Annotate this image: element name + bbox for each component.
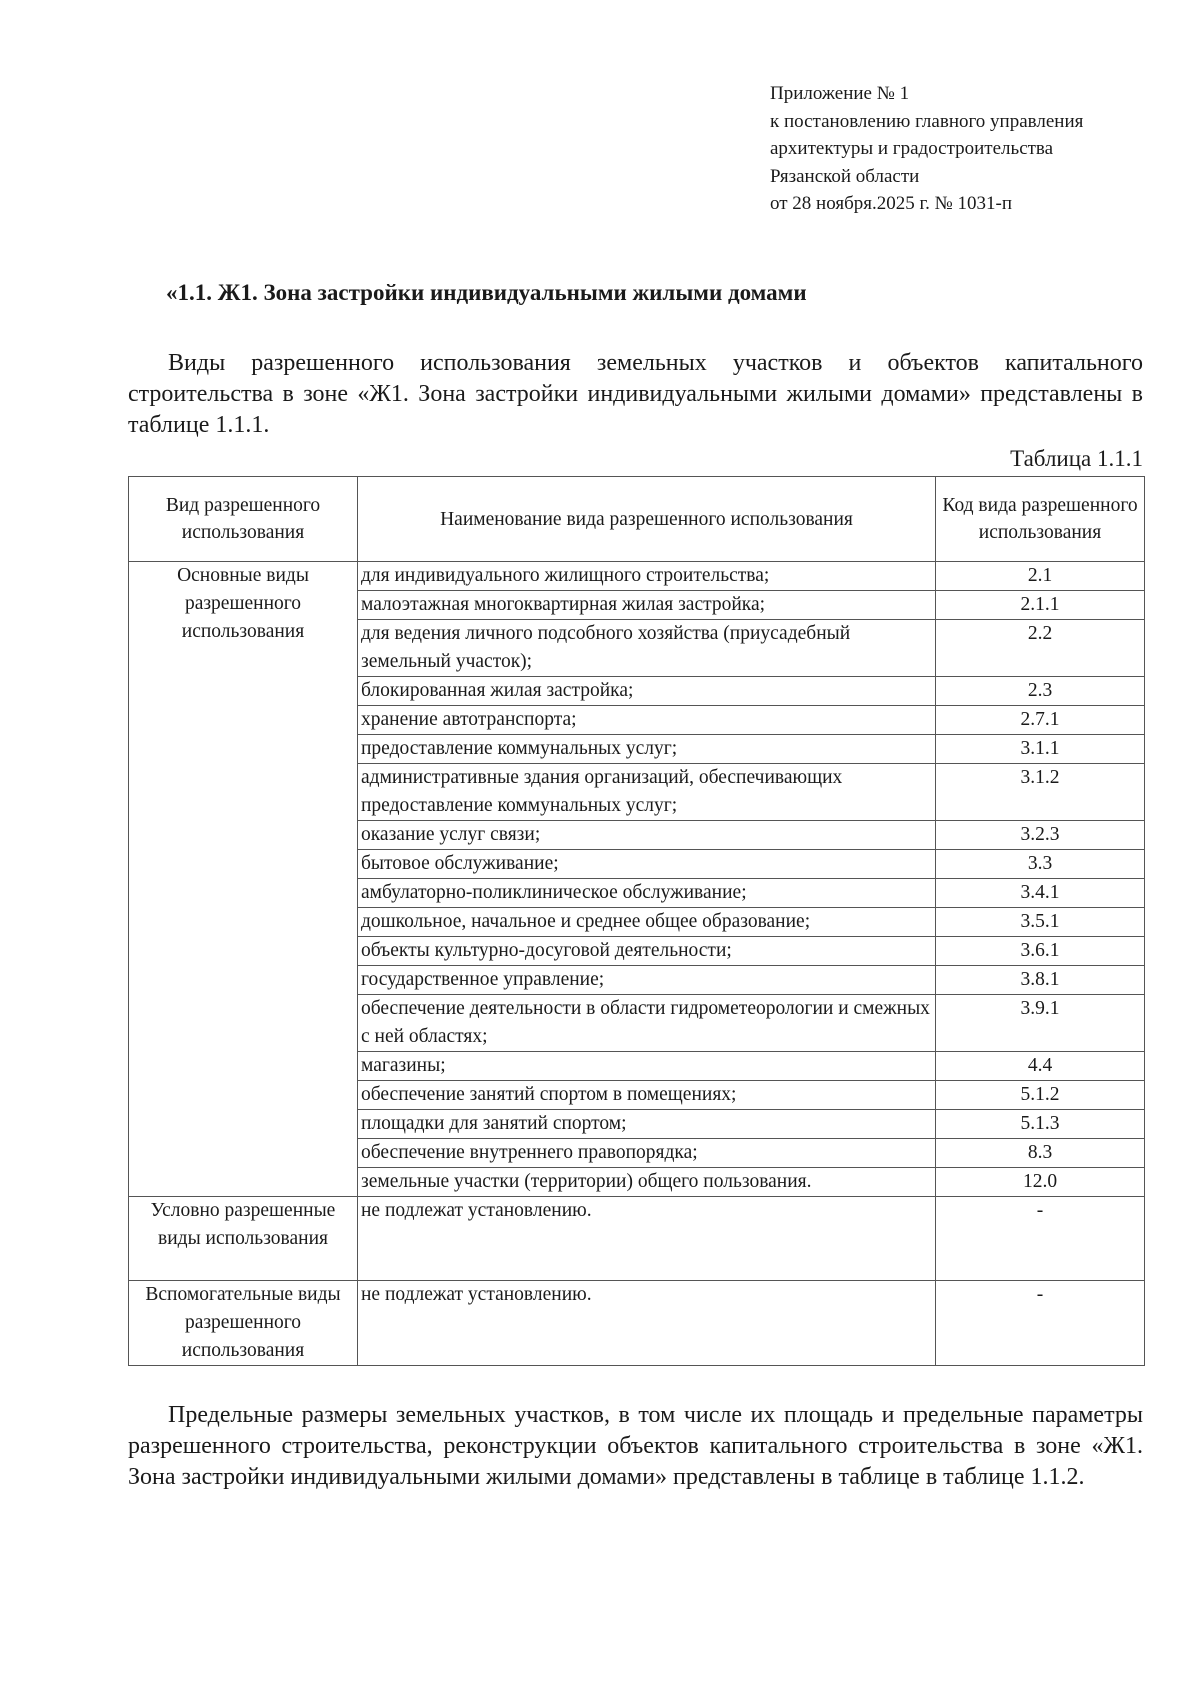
- use-name-cell: земельные участки (территории) общего пользования.: [358, 1168, 936, 1197]
- use-code-cell: 8.3: [936, 1139, 1145, 1168]
- closing-paragraph: Предельные размеры земельных участков, в том числе их площадь и предельные параметры разрешенного строительства, реконструкции объектов капитального строительства в зоне «Ж1. Зона застройки индивидуальными жилыми домами» представлены в таблице в таблице 1.1.2.: [128, 1402, 1143, 1490]
- use-code-cell: 3.9.1: [936, 995, 1145, 1052]
- use-name-cell: предоставление коммунальных услуг;: [358, 735, 936, 764]
- use-name-cell: магазины;: [358, 1052, 936, 1081]
- use-code-cell: 3.2.3: [936, 821, 1145, 850]
- use-name-cell: для индивидуального жилищного строительства;: [358, 562, 936, 591]
- use-code-cell: 3.8.1: [936, 966, 1145, 995]
- use-code-cell: 3.1.1: [936, 735, 1145, 764]
- use-name-cell: хранение автотранспорта;: [358, 706, 936, 735]
- use-name-cell: для ведения личного подсобного хозяйства (приусадебный земельный участок);: [358, 620, 936, 677]
- category-cell: Основные виды разрешенного использования: [129, 562, 358, 1197]
- use-code-cell: 3.5.1: [936, 908, 1145, 937]
- category-cell: Вспомогательные виды разрешенного использования: [129, 1281, 358, 1366]
- land-use-table: [128, 476, 1145, 1366]
- header-category: Вид разрешенного использования: [129, 477, 358, 562]
- use-code-cell: 2.1.1: [936, 591, 1145, 620]
- table-row: [129, 562, 1145, 591]
- use-code-cell: 2.1: [936, 562, 1145, 591]
- use-name-cell: государственное управление;: [358, 966, 936, 995]
- use-code-cell: 2.3: [936, 677, 1145, 706]
- table-body: [129, 562, 1145, 1366]
- category-cell: Условно разрешенные виды использования: [129, 1197, 358, 1281]
- use-name-cell: оказание услуг связи;: [358, 821, 936, 850]
- use-name-cell: дошкольное, начальное и среднее общее образование;: [358, 908, 936, 937]
- use-name-cell: амбулаторно-поликлиническое обслуживание;: [358, 879, 936, 908]
- use-name-cell: площадки для занятий спортом;: [358, 1110, 936, 1139]
- intro-paragraph: Виды разрешенного использования земельных участков и объектов капитального строительства в зоне «Ж1. Зона застройки индивидуальными жилыми домами» представлены в таблице 1.1.1.: [128, 350, 1143, 438]
- use-code-cell: -: [936, 1197, 1145, 1281]
- use-name-cell: не подлежат установлению.: [358, 1281, 936, 1366]
- use-name-cell: административные здания организаций, обеспечивающих предоставление коммунальных услуг;: [358, 764, 936, 821]
- use-name-cell: объекты культурно-досуговой деятельности;: [358, 937, 936, 966]
- use-code-cell: -: [936, 1281, 1145, 1366]
- appendix-line: Приложение № 1: [770, 83, 910, 104]
- appendix-line: архитектуры и градостроительства: [770, 138, 1054, 159]
- use-code-cell: 4.4: [936, 1052, 1145, 1081]
- appendix-line: от 28 ноября.2025 г. № 1031-п: [770, 193, 1013, 214]
- use-code-cell: 3.1.2: [936, 764, 1145, 821]
- use-code-cell: 2.2: [936, 620, 1145, 677]
- use-name-cell: блокированная жилая застройка;: [358, 677, 936, 706]
- table-row: [129, 1197, 1145, 1281]
- appendix-line: Рязанской области: [770, 165, 920, 187]
- appendix-line: к постановлению главного управления: [770, 110, 1084, 132]
- use-name-cell: не подлежат установлению.: [358, 1197, 936, 1281]
- table-row: [129, 1281, 1145, 1366]
- use-code-cell: 3.6.1: [936, 937, 1145, 966]
- use-code-cell: 3.3: [936, 850, 1145, 879]
- use-name-cell: бытовое обслуживание;: [358, 850, 936, 879]
- header-name: Наименование вида разрешенного использования: [358, 477, 936, 562]
- use-name-cell: обеспечение занятий спортом в помещениях;: [358, 1081, 936, 1110]
- use-code-cell: 5.1.2: [936, 1081, 1145, 1110]
- table-header-row: [129, 477, 1145, 562]
- use-code-cell: 3.4.1: [936, 879, 1145, 908]
- appendix-header: [770, 80, 1170, 218]
- section-title: «1.1. Ж1. Зона застройки индивидуальными жилыми домами: [166, 280, 807, 305]
- use-name-cell: малоэтажная многоквартирная жилая застройка;: [358, 591, 936, 620]
- use-code-cell: 5.1.3: [936, 1110, 1145, 1139]
- header-code: Код вида разрешенного использования: [936, 477, 1145, 562]
- use-name-cell: обеспечение внутреннего правопорядка;: [358, 1139, 936, 1168]
- table-caption: Таблица 1.1.1: [1010, 446, 1143, 471]
- use-name-cell: обеспечение деятельности в области гидрометеорологии и смежных с ней областях;: [358, 995, 936, 1052]
- use-code-cell: 12.0: [936, 1168, 1145, 1197]
- use-code-cell: 2.7.1: [936, 706, 1145, 735]
